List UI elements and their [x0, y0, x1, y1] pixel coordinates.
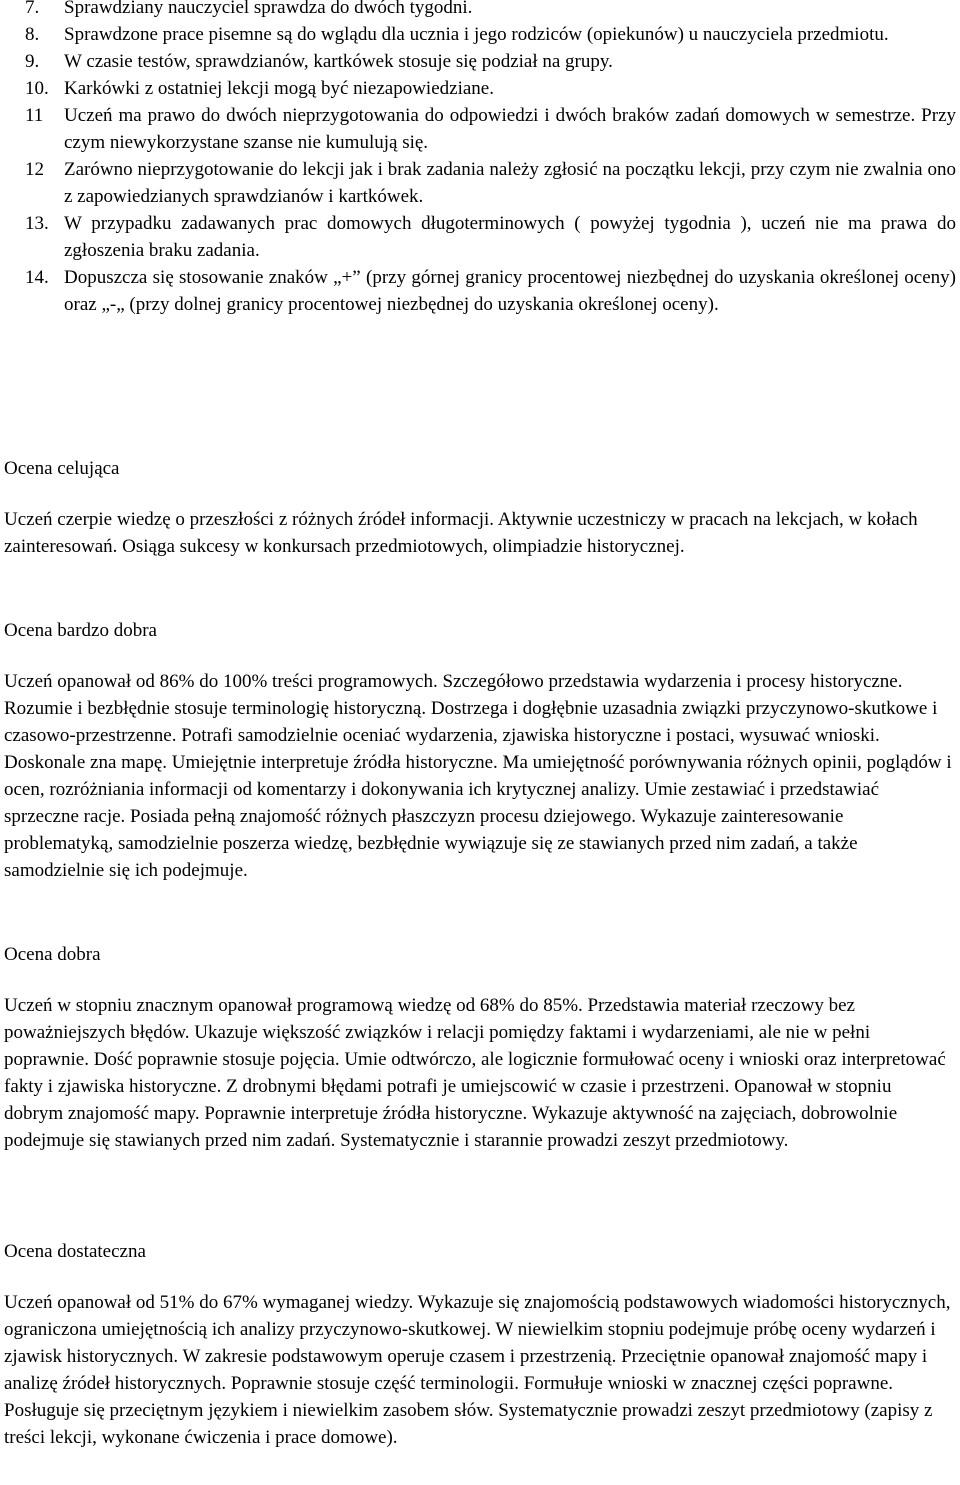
rule-number: 12 — [25, 159, 44, 180]
rule-text: Uczeń ma prawo do dwóch nieprzygotowania do odpowiedzi i dwóch braków zadań domowych w semestrze. Przy czym niewykorzystane szanse nie kumulują się. — [64, 105, 956, 153]
rule-text: Zarówno nieprzygotowanie do lekcji jak i brak zadania należy zgłosić na początku lekcji, przy czym nie zwalnia ono z zapowiedzianych sprawdzianów i kartkówek. — [64, 159, 956, 207]
grade-description: Uczeń w stopniu znacznym opanował programową wiedzę od 68% do 85%. Przedstawia materiał rzeczowy bez poważniejszych błędów. Ukazuje większość związków i relacji pomiędzy faktami i wydarzeniami, ale nie w pełni poprawnie. Dość poprawnie stosuje pojęcia. Umie odtwórczo, ale logicznie formułować oceny i wnioski oraz interpretować fakty i zjawiska historyczne. Z drobnymi błędami potrafi je umiejscowić w czasie i przestrzeni. Opanował w stopniu dobrym znajomość mapy. Poprawnie interpretuje źródła historyczne. Wykazuje aktywność na zajęciach, dobrowolnie podejmuje się stawianych przed nim zadań. Systematycznie i starannie prowadzi zeszyt przedmiotowy. — [4, 995, 946, 1151]
rule-item — [0, 21, 960, 48]
grade-description: Uczeń opanował od 86% do 100% treści programowych. Szczegółowo przedstawia wydarzenia i procesy historyczne. Rozumie i bezbłędnie stosuje terminologię historyczną. Dostrzega i dogłębnie uzasadnia związki przyczynowo-skutkowe i czasowo-przestrzenne. Potrafi samodzielnie oceniać wydarzenia, zjawiska historyczne i postaci, wysuwać wnioski. Doskonale zna mapę. Umiejętnie interpretuje źródła historyczne. Ma umiejętność porównywania różnych opinii, poglądów i ocen, rozróżniania informacji od komentarzy i dokonywania ich krytycznej analizy. Umie zestawiać i przedstawiać sprzeczne racje. Posiada pełną znajomość różnych płaszczyzn procesu dziejowego. Wykazuje zainteresowanie problematyką, samodzielnie poszerza wiedzę, bezbłędnie wywiązuje się ze stawianych przed nim zadań, a także samodzielnie się ich podejmuje. — [4, 671, 952, 881]
rule-item — [0, 264, 960, 318]
grade-description: Uczeń czerpie wiedzę o przeszłości z różnych źródeł informacji. Aktywnie uczestniczy w pracach na lekcjach, w kołach zainteresowań. Osiąga sukcesy w konkursach przedmiotowych, olimpiadzie historycznej. — [4, 509, 918, 557]
grade-title: Ocena celująca — [4, 458, 120, 479]
grade-celujaca — [4, 455, 954, 560]
rule-number: 14. — [25, 267, 49, 288]
rule-number: 13. — [25, 213, 49, 234]
rule-text: Dopuszcza się stosowanie znaków „+” (przy górnej granicy procentowej niezbędnej do uzyskania określonej oceny) oraz „-„ (przy dolnej granicy procentowej niezbędnej do uzyskania określonej oceny). — [64, 267, 956, 315]
rule-item — [0, 102, 960, 156]
rule-item — [0, 210, 960, 264]
rule-text: Karkówki z ostatniej lekcji mogą być niezapowiedziane. — [64, 78, 494, 99]
rule-text: Sprawdziany nauczyciel sprawdza do dwóch tygodni. — [64, 0, 473, 18]
rule-number: 8. — [25, 24, 40, 45]
grade-description: Uczeń opanował od 51% do 67% wymaganej wiedzy. Wykazuje się znajomością podstawowych wiadomości historycznych, ograniczona umiejętnością ich analizy przyczynowo-skutkowej. W niewielkim stopniu podejmuje próbę oceny wydarzeń i zjawisk historycznych. W zakresie podstawowym operuje czasem i przestrzenią. Przeciętnie opanował znajomość mapy i analizę źródeł historycznych. Poprawnie stosuje część terminologii. Formułuje wnioski w znacznej części poprawne. Posługuje się przeciętnym językiem i niewielkim zasobem słów. Systematycznie prowadzi zeszyt przedmiotowy (zapisy z treści lekcji, wykonane ćwiczenia i prace domowe). — [4, 1292, 951, 1448]
rule-item — [0, 156, 960, 210]
grade-bardzo-dobra — [4, 617, 954, 884]
rule-text: W przypadku zadawanych prac domowych długoterminowych ( powyżej tygodnia ), uczeń nie ma prawa do zgłoszenia braku zadania. — [64, 213, 956, 261]
grade-dostateczna — [4, 1238, 954, 1451]
rule-item — [0, 75, 960, 102]
grade-title: Ocena dostateczna — [4, 1241, 146, 1262]
rule-text: W czasie testów, sprawdzianów, kartkówek stosuje się podział na grupy. — [64, 51, 613, 72]
rule-number: 10. — [25, 78, 49, 99]
grade-title: Ocena bardzo dobra — [4, 620, 157, 641]
rule-item — [0, 0, 960, 21]
grade-title: Ocena dobra — [4, 944, 101, 965]
rule-number: 11 — [25, 105, 44, 126]
rules-list — [0, 0, 960, 318]
grade-dobra — [4, 941, 954, 1154]
rule-number: 9. — [25, 51, 40, 72]
rule-text: Sprawdzone prace pisemne są do wglądu dla ucznia i jego rodziców (opiekunów) u nauczyciela przedmiotu. — [64, 24, 889, 45]
rule-number: 7. — [25, 0, 40, 18]
rule-item — [0, 48, 960, 75]
